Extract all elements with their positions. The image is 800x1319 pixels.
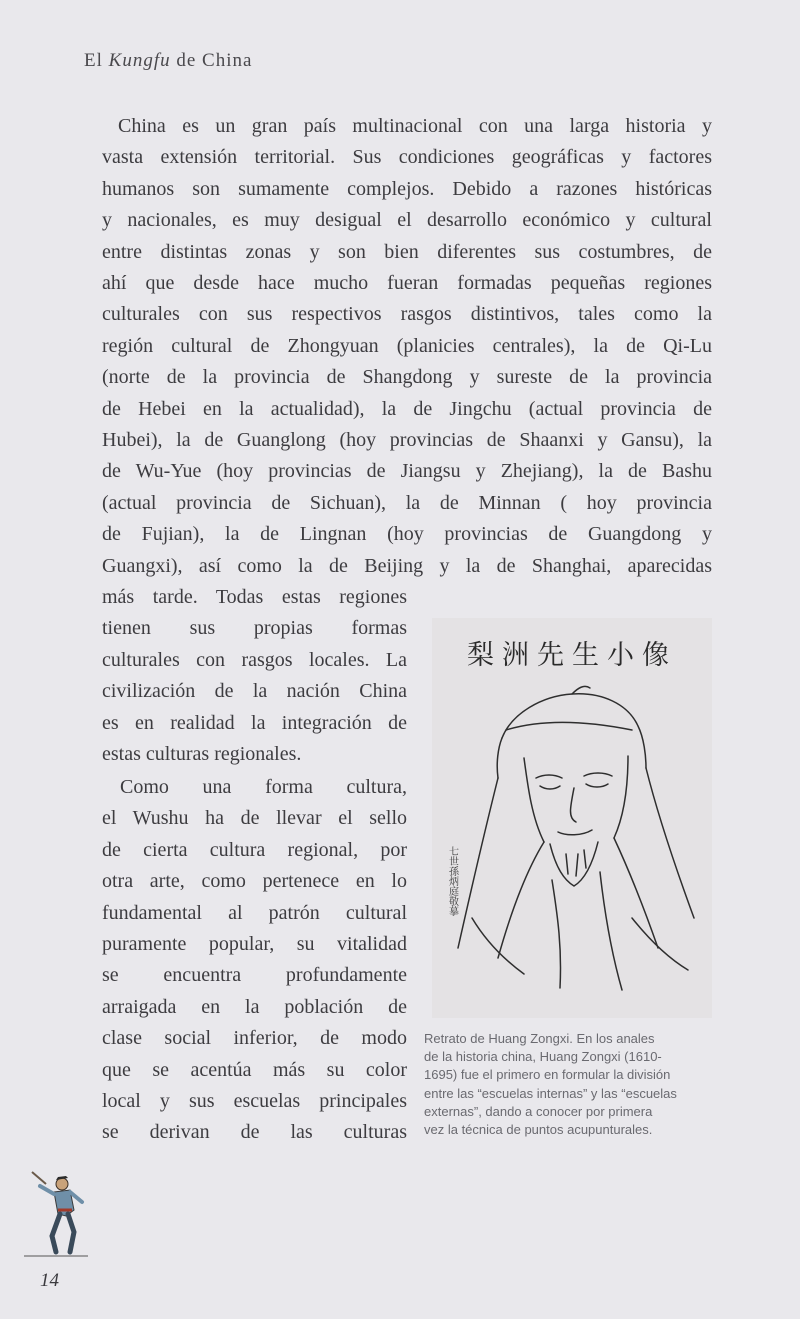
text-line: Como una forma cultura, (120, 776, 407, 798)
text-line: entre distintas zonas y son bien diferentes sus costumbres, de (102, 240, 712, 263)
text-line: local y sus escuelas principales (102, 1090, 407, 1113)
text-line: tienen sus propias formas (102, 617, 407, 640)
text-line: (actual provincia de Sichuan), la de Minnan ( hoy provincia (102, 491, 712, 514)
page-number: 14 (40, 1270, 59, 1291)
text-line: más tarde. Todas estas regiones (102, 586, 407, 608)
text-line: Guangxi), así como la de Beijing y la de Shanghai, aparecidas (102, 554, 712, 577)
figure-caption (424, 1030, 724, 1139)
paragraph-1-full-width (102, 111, 712, 582)
text-line: de Fujian), la de Lingnan (hoy provincias de Guangdong y (102, 523, 712, 546)
text-line: otra arte, como pertenece en lo (102, 870, 407, 893)
text-line: se derivan de las culturas (102, 1121, 407, 1144)
text-line: de cierta cultura regional, por (102, 838, 407, 861)
kungfu-figure-icon (22, 1166, 96, 1262)
caption-line: 1695) fue el primero en formular la división (424, 1067, 671, 1083)
text-line: el Wushu ha de llevar el sello (102, 807, 407, 830)
text-line: (norte de la provincia de Shangdong y sureste de la provincia (102, 366, 712, 389)
text-line: y nacionales, es muy desigual el desarrollo económico y cultural (102, 209, 712, 232)
text-line: que se acentúa más su color (102, 1058, 407, 1081)
caption-line: entre las “escuelas internas” y las “escuelas (424, 1085, 677, 1101)
running-head: El Kungfu de China (84, 50, 253, 71)
text-line: estas culturas regionales. (102, 743, 302, 766)
text-line: de Wu-Yue (hoy provincias de Jiangsu y Zhejiang), la de Bashu (102, 460, 712, 483)
caption-line: Retrato de Huang Zongxi. En los anales (424, 1031, 655, 1046)
portrait-inscription-text: 七世孫炳庭敬摹 (446, 846, 458, 916)
text-line: se encuentra profundamente (102, 964, 407, 987)
portrait-figure (432, 618, 712, 1018)
portrait-illustration (432, 618, 712, 1018)
text-line: China es un gran país multinacional con una larga historia y (118, 115, 712, 137)
text-line: civilización de la nación China (102, 680, 407, 703)
text-line: vasta extensión territorial. Sus condiciones geográficas y factores (102, 146, 712, 169)
text-line: culturales con sus respectivos rasgos distintivos, tales como la (102, 303, 712, 326)
text-line: clase social inferior, de modo (102, 1027, 407, 1050)
paragraph-1-narrow (102, 582, 407, 770)
caption-line: de la historia china, Huang Zongxi (1610- (424, 1049, 662, 1065)
paragraph-2 (102, 772, 407, 1149)
text-line: puramente popular, su vitalidad (102, 933, 407, 956)
text-line: humanos son sumamente complejos. Debido a razones históricas (102, 177, 712, 200)
text-line: región cultural de Zhongyuan (planicies centrales), la de Qi-Lu (102, 334, 712, 357)
text-line: de Hebei en la actualidad), la de Jingchu (actual provincia de (102, 397, 712, 420)
caption-line: vez la técnica de puntos acupunturales. (424, 1122, 653, 1138)
text-line: es en realidad la integración de (102, 711, 407, 734)
text-line: culturales con rasgos locales. La (102, 648, 407, 671)
text-line: ahí que desde hace mucho fueran formadas pequeñas regiones (102, 272, 712, 295)
text-line: Hubei), la de Guanglong (hoy provincias de Shaanxi y Gansu), la (102, 429, 712, 452)
portrait-drawing (458, 686, 694, 990)
portrait-title-text: 梨洲先生小像 (467, 640, 677, 671)
text-line: fundamental al patrón cultural (102, 901, 407, 924)
text-line: arraigada en la población de (102, 995, 407, 1018)
caption-line: externas”, dando a conocer por primera (424, 1103, 653, 1119)
